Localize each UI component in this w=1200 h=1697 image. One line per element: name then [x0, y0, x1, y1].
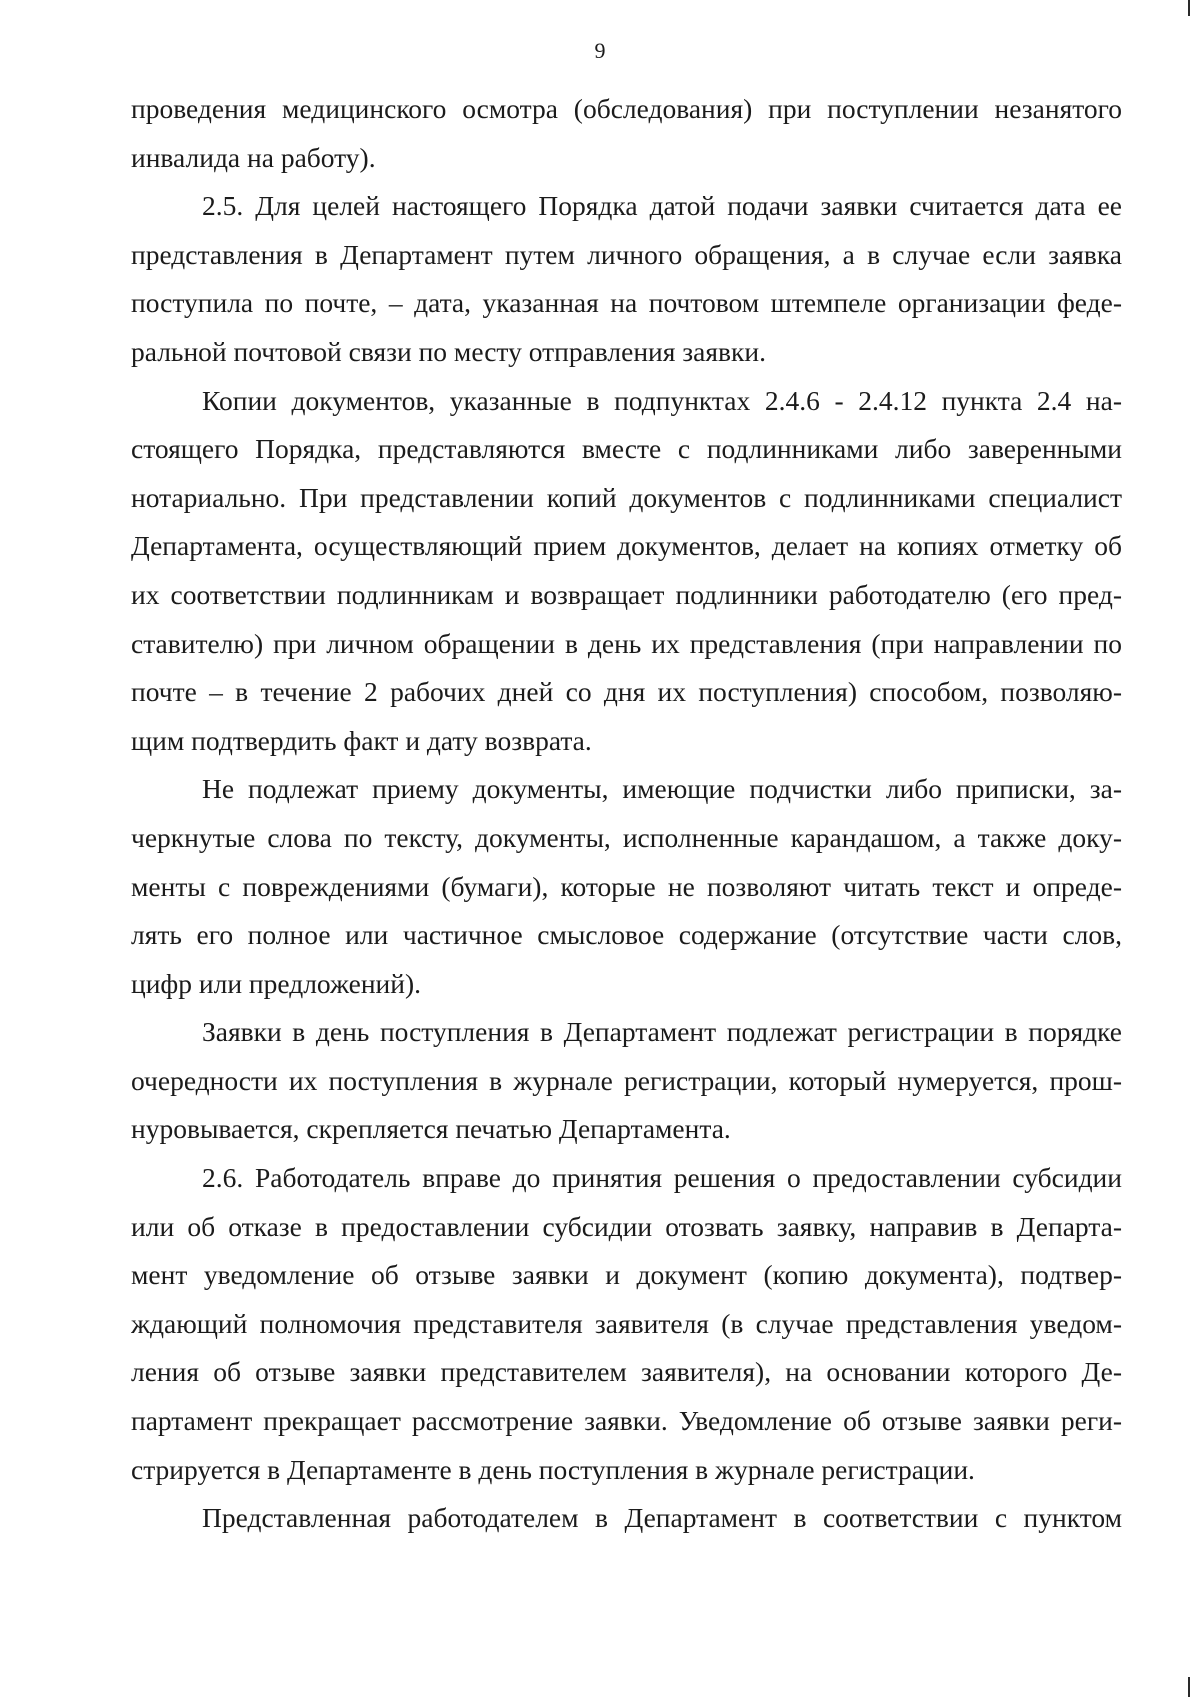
text-line: ления об отзыве заявки представителем заявителя), на основании которого Де-	[131, 1356, 1122, 1388]
paragraph-submitted	[131, 1494, 1122, 1543]
text-line: представления в Департамент путем личного обращения, а в случае если заявка	[131, 238, 1122, 270]
text-line: ждающий полномочия представителя заявителя (в случае представления уведом-	[131, 1307, 1122, 1339]
text-line: Заявки в день поступления в Департамент подлежат регистрации в порядке	[202, 1016, 1122, 1048]
text-line: Не подлежат приему документы, имеющие подчистки либо приписки, за-	[202, 773, 1122, 805]
scan-edge-mark	[1188, 0, 1190, 16]
text-line: лять его полное или частичное смысловое содержание (отсутствие части слов,	[131, 919, 1122, 951]
text-line: черкнутые слова по тексту, документы, исполненные карандашом, а также доку-	[131, 821, 1122, 853]
text-line: стрируется в Департаменте в день поступления в журнале регистрации.	[131, 1453, 975, 1485]
text-line: стоящего Порядка, представляются вместе с подлинниками либо заверенными	[131, 433, 1122, 465]
text-line: Представленная работодателем в Департамент в соответствии с пунктом	[202, 1502, 1122, 1534]
text-line: щим подтвердить факт и дату возврата.	[131, 724, 592, 756]
text-line: инвалида на работу).	[131, 141, 376, 173]
text-line: менты с повреждениями (бумаги), которые не позволяют читать текст и опреде-	[131, 870, 1122, 902]
paragraph-copies	[131, 377, 1122, 766]
text-line: ставителю) при личном обращении в день их представления (при направлении по	[131, 627, 1122, 659]
text-line: или об отказе в предоставлении субсидии отозвать заявку, направив в Департа-	[131, 1210, 1122, 1242]
paragraph-2-6	[131, 1154, 1122, 1494]
text-line: партамент прекращает рассмотрение заявки. Уведомление об отзыве заявки реги-	[131, 1405, 1122, 1437]
paragraph-not-accepted	[131, 765, 1122, 1008]
text-line: мент уведомление об отзыве заявки и документ (копию документа), подтвер-	[131, 1259, 1122, 1291]
text-line: 2.5. Для целей настоящего Порядка датой подачи заявки считается дата ее	[202, 190, 1122, 222]
paragraph-registration	[131, 1008, 1122, 1154]
text-line: цифр или предложений).	[131, 967, 422, 999]
text-line: нотариально. При представлении копий документов с подлинниками специалист	[131, 481, 1122, 513]
text-line: проведения медицинского осмотра (обследования) при поступлении незанятого	[131, 93, 1122, 124]
text-line: почте – в течение 2 рабочих дней со дня их поступления) способом, позволяю-	[131, 676, 1122, 708]
text-line: Копии документов, указанные в подпунктах 2.4.6 - 2.4.12 пункта 2.4 на-	[202, 384, 1122, 416]
text-line: 2.6. Работодатель вправе до принятия решения о предоставлении субсидии	[202, 1162, 1122, 1194]
text-line: их соответствии подлинникам и возвращает подлинники работодателю (его пред-	[131, 578, 1122, 610]
document-body	[131, 85, 1122, 1543]
text-line: нуровывается, скрепляется печатью Департамента.	[131, 1113, 731, 1145]
text-line: ральной почтовой связи по месту отправления заявки.	[131, 335, 766, 367]
paragraph-2-5	[131, 182, 1122, 376]
text-line: Департамента, осуществляющий прием документов, делает на копиях отметку об	[131, 530, 1122, 562]
text-line: очередности их поступления в журнале регистрации, который нумеруется, прош-	[131, 1064, 1122, 1096]
text-line: поступила по почте, – дата, указанная на почтовом штемпеле организации феде-	[131, 287, 1122, 319]
page-number: 9	[594, 38, 606, 63]
scan-edge-mark	[1188, 1677, 1190, 1697]
paragraph-continuation	[131, 85, 1122, 182]
